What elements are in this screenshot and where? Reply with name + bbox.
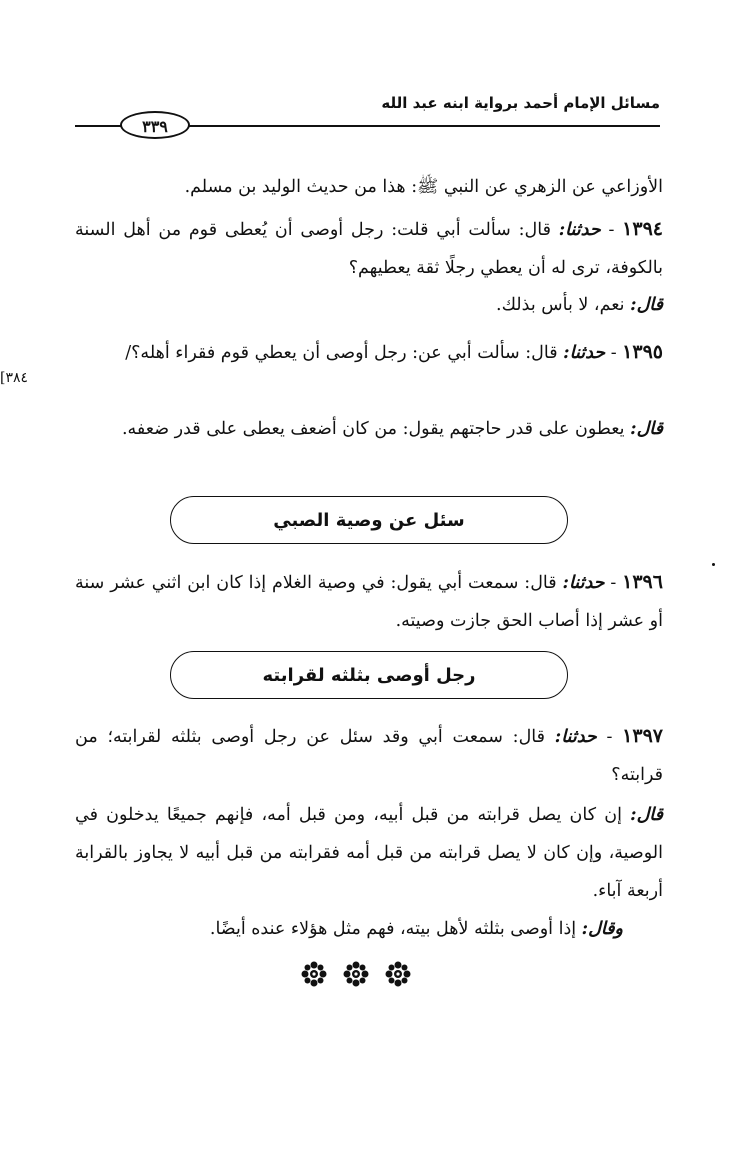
answer-label: قال: xyxy=(630,419,663,439)
paragraph-further xyxy=(75,910,663,948)
header-title: مسائل الإمام أحمد برواية ابنه عبد الله xyxy=(381,94,660,112)
paragraph-text: إن كان يصل قرابته من قبل أبيه، ومن قبل أمه، فإنهم جميعًا يدخلون في الوصية، وإن كان لا يصل قرابته من قبل أمه فقرابته من قبل أبيه لا يجاوز بالقرابة أربعة آباء. xyxy=(75,805,663,901)
paragraph-text: الأوزاعي عن الزهري عن النبي ﷺ: هذا من حديث الوليد بن مسلم. xyxy=(184,177,663,197)
closing-ornaments xyxy=(300,960,412,988)
flower-ornament-icon xyxy=(342,960,370,988)
section-title: سئل عن وصية الصبي xyxy=(273,509,465,531)
margin-reference: [٣٨٤ xyxy=(0,370,29,386)
answer-label: قال: xyxy=(630,805,663,825)
hadith-number: ١٣٩٦ xyxy=(622,571,663,593)
paragraph-text: قال: سمعت أبي وقد سئل عن رجل أوصى بثلثه لقرابته؛ من قرابته؟ xyxy=(75,727,663,785)
narration-label: حدثنا: xyxy=(558,220,601,240)
page-header xyxy=(75,88,660,138)
narration-label: حدثنا: xyxy=(563,343,606,363)
paragraph-text: إذا أوصى بثلثه لأهل بيته، فهم مثل هؤلاء عنده أيضًا. xyxy=(209,919,577,939)
answer-label: وقال: xyxy=(581,919,623,939)
paragraph-1397: ١٣٩٧ - حدثنا: قال: سمعت أبي وقد سئل عن رجل أوصى بثلثه لقرابته؛ من قرابته؟ xyxy=(75,725,663,785)
hadith-number: ١٣٩٥ xyxy=(622,341,663,363)
paragraph-text: قال: سألت أبي قلت: رجل أوصى أن يُعطى قوم من أهل السنة بالكوفة، ترى له أن يعطي رجلًا ثقة يعطيهم؟ xyxy=(75,220,663,278)
paragraph-1396: ١٣٩٦ - حدثنا: قال: سمعت أبي يقول: في وصية الغلام إذا كان ابن اثني عشر سنة أو عشر إذا أصاب الحق جازت وصيته. xyxy=(75,571,663,631)
paragraph-answer-1394 xyxy=(75,286,663,324)
hadith-number: ١٣٩٧ xyxy=(622,725,663,747)
paragraph-answer-1397 xyxy=(75,796,663,910)
flower-ornament-icon xyxy=(384,960,412,988)
paragraph-intro xyxy=(75,168,663,206)
flower-ornament-icon xyxy=(300,960,328,988)
paragraph-answer-1395 xyxy=(75,410,663,448)
paragraph-1395: ١٣٩٥ - حدثنا: قال: سألت أبي عن: رجل أوصى أن يعطي قوم فقراء أهله؟/ xyxy=(125,341,663,363)
section-heading-third-to-kin xyxy=(170,651,568,699)
section-heading-child-will xyxy=(170,496,568,544)
narration-label: حدثنا: xyxy=(562,573,605,593)
paragraph-text: قال: سألت أبي عن: رجل أوصى أن يعطي قوم فقراء أهله؟/ xyxy=(125,343,558,363)
hadith-number: ١٣٩٤ xyxy=(622,218,663,240)
margin-dot xyxy=(712,563,715,566)
page-number: ٣٣٩ xyxy=(120,111,190,139)
paragraph-text: قال: سمعت أبي يقول: في وصية الغلام إذا كان ابن اثني عشر سنة أو عشر إذا أصاب الحق جازت وصيته. xyxy=(75,573,663,631)
paragraph-text: نعم، لا بأس بذلك. xyxy=(496,295,625,315)
narration-label: حدثنا: xyxy=(554,727,597,747)
section-title: رجل أوصى بثلثه لقرابته xyxy=(262,664,476,686)
paragraph-text: يعطون على قدر حاجتهم يقول: من كان أضعف يعطى على قدر ضعفه. xyxy=(121,419,625,439)
answer-label: قال: xyxy=(630,295,663,315)
paragraph-1394: ١٣٩٤ - حدثنا: قال: سألت أبي قلت: رجل أوصى أن يُعطى قوم من أهل السنة بالكوفة، ترى له أن يعطي رجلًا ثقة يعطيهم؟ xyxy=(75,218,663,278)
